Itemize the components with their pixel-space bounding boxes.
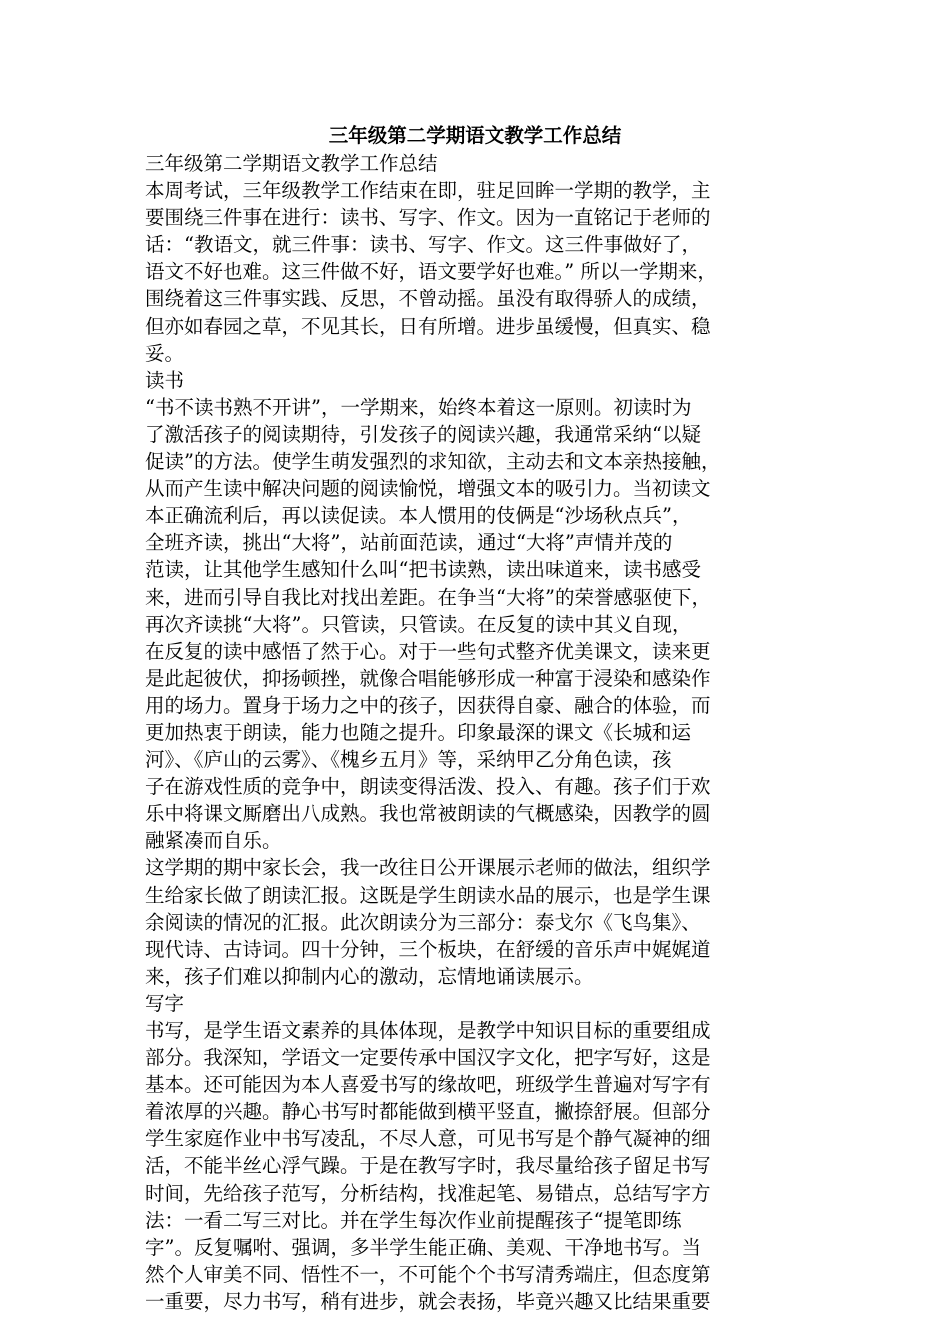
reading-line: 更加热衷于朗读，能力也随之提升。印象最深的课文《长城和运: [145, 720, 692, 744]
intro-paragraph: [145, 177, 805, 367]
section-heading-writing: 写字: [145, 991, 185, 1015]
intro-line: 但亦如春园之草，不见其长，日有所增。进步虽缓慢，但真实、稳: [145, 314, 711, 338]
document-title: 三年级第二学期语文教学工作总结: [328, 124, 622, 147]
reading-line: 从而产生读中解决问题的阅读愉悦，增强文本的吸引力。当初读文: [145, 477, 711, 501]
writing-paragraph: [145, 1017, 805, 1315]
reading-line: 来，进而引导自我比对找出差距。在争当“大将”的荣誉感驱使下，: [145, 585, 711, 609]
reading-line: 了激活孩子的阅读期待，引发孩子的阅读兴趣，我通常采纳“以疑: [145, 422, 701, 446]
writing-line: 时间，先给孩子范写，分析结构，找准起笔、易错点，总结写字方: [145, 1181, 711, 1205]
parent-meeting-line: 余阅读的情况的汇报。此次朗读分为三部分：泰戈尔《飞鸟集》、: [145, 910, 701, 934]
reading-line: 促读”的方法。使学生萌发强烈的求知欲，主动去和文本亲热接触，: [145, 450, 721, 474]
reading-line: 在反复的读中感悟了然于心。对于一些句式整齐优美课文，读来更: [145, 639, 711, 663]
document-subtitle: 三年级第二学期语文教学工作总结: [145, 152, 438, 175]
reading-line: 乐中将课文厮磨出八成熟。我也常被朗读的气概感染，因教学的圆: [145, 802, 711, 826]
intro-line: 话：“教语文，就三件事：读书、写字、作文。这三件事做好了，: [145, 233, 701, 257]
writing-line: 一重要，尽力书写，稍有进步，就会表扬，毕竟兴趣又比结果重要: [145, 1289, 711, 1313]
reading-line: 子在游戏性质的竞争中，朗读变得活泼、投入、有趣。孩子们于欢: [145, 775, 711, 799]
parent-meeting-paragraph: [145, 854, 805, 989]
intro-line: 本周考试，三年级教学工作结束在即，驻足回眸一学期的教学，主: [145, 179, 711, 203]
reading-line: 用的场力。置身于场力之中的孩子，因获得自豪、融合的体验，而: [145, 693, 711, 717]
reading-line: 范读，让其他学生感知什么叫“把书读熟，读出味道来，读书感受: [145, 558, 701, 582]
reading-line: 本正确流利后，再以读促读。本人惯用的伎俩是“沙场秋点兵”，: [145, 504, 692, 528]
reading-line: “书不读书熟不开讲”，一学期来，始终本着这一原则。初读时为: [145, 395, 692, 419]
parent-meeting-line: 来，孩子们难以抑制内心的激动，忘情地诵读展示。: [145, 964, 594, 988]
parent-meeting-line: 生给家长做了朗读汇报。这既是学生朗读水品的展示，也是学生课: [145, 883, 711, 907]
intro-line: 要围绕三件事在进行：读书、写字、作文。因为一直铭记于老师的: [145, 206, 711, 230]
intro-line: 语文不好也难。这三件做不好，语文要学好也难。” 所以一学期来，: [145, 260, 717, 284]
writing-line: 然个人审美不同、悟性不一，不可能个个书写清秀端庄，但态度第: [145, 1262, 711, 1286]
writing-line: 法：一看二写三对比。并在学生每次作业前提醒孩子“提笔即练: [145, 1208, 682, 1232]
section-heading-reading: 读书: [145, 368, 185, 392]
document-page: [145, 122, 805, 1315]
reading-paragraph: [145, 394, 805, 855]
reading-line: 融紧凑而自乐。: [145, 829, 282, 853]
parent-meeting-line: 现代诗、古诗词。四十分钟，三个板块，在舒缓的音乐声中娓娓道: [145, 937, 711, 961]
writing-line: 学生家庭作业中书写凌乱，不尽人意，可见书写是个静气凝神的细: [145, 1127, 711, 1151]
writing-line: 着浓厚的兴趣。静心书写时都能做到横平竖直，撇捺舒展。但部分: [145, 1100, 711, 1124]
reading-line: 是此起彼伏，抑扬顿挫，就像合唱能够形成一种富于浸染和感染作: [145, 666, 711, 690]
parent-meeting-line: 这学期的期中家长会，我一改往日公开课展示老师的做法，组织学: [145, 856, 711, 880]
reading-line: 全班齐读，挑出“大将”，站前面范读，通过“大将”声情并茂的: [145, 531, 673, 555]
writing-line: 书写，是学生语文素养的具体体现，是教学中知识目标的重要组成: [145, 1019, 711, 1042]
reading-line: 再次齐读挑“大将”。只管读，只管读。在反复的读中其义自现，: [145, 612, 692, 636]
writing-line: 部分。我深知，学语文一定要传承中国汉字文化，把字写好，这是: [145, 1046, 711, 1070]
intro-line: 妥。: [145, 341, 185, 365]
intro-line: 围绕着这三件事实践、反思，不曾动摇。虽没有取得骄人的成绩，: [145, 287, 711, 311]
writing-line: 活，不能半丝心浮气躁。于是在教写字时，我尽量给孩子留足书写: [145, 1154, 711, 1178]
writing-line: 字”。反复嘱咐、强调，多半学生能正确、美观、干净地书写。当: [145, 1235, 701, 1259]
reading-line: 河》、《庐山的云雾》、《槐乡五月》等，采纳甲乙分角色读，孩: [145, 748, 672, 772]
writing-line: 基本。还可能因为本人喜爱书写的缘故吧，班级学生普遍对写字有: [145, 1073, 711, 1097]
